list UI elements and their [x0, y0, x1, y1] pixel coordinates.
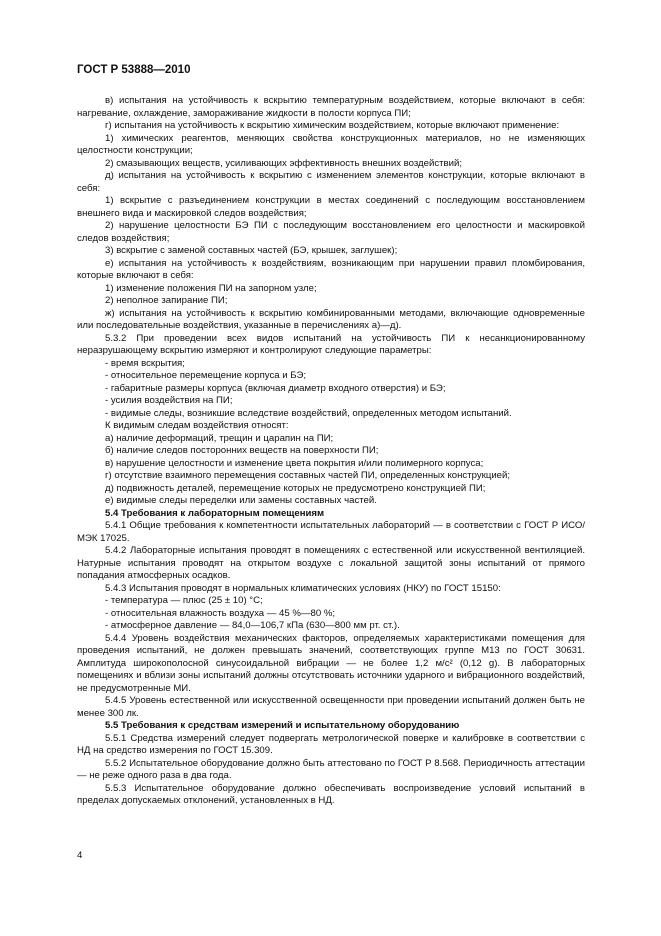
paragraph: ж) испытания на устойчивость к вскрытию комбинированными методами, включающие одновременные или последовательные воздействия, указанные в перечислениях а)—д). [77, 307, 585, 331]
paragraph: б) наличие следов посторонних веществ на поверхности ПИ; [105, 445, 379, 456]
page-number: 4 [77, 850, 83, 861]
paragraph: 5.4.4 Уровень воздействия механических факторов, определяемых характеристиками помещения для проведения испытаний, не должен превышать значений, соответствующих группе М13 по ГОСТ 30631. Амплитуда широкополосной синусоидальной вибрации — не более 1,2 м/с² (0,12 g). В лабораторных помещениях и вблизи зоны испытаний должны отсутствовать источники ударного и вибрационного воздействий, не предусмотренные МИ. [77, 632, 585, 694]
document-body [77, 95, 585, 808]
paragraph: е) видимые следы переделки или замены составных частей. [105, 495, 377, 506]
paragraph: г) испытания на устойчивость к вскрытию химическим воздействием, которые включают применение: [105, 120, 560, 131]
paragraph: 5.4.3 Испытания проводят в нормальных климатических условиях (НКУ) по ГОСТ 15150: [105, 582, 501, 594]
paragraph: - относительное перемещение корпуса и БЭ; [105, 370, 307, 381]
page-header: ГОСТ Р 53888—2010 [77, 64, 191, 76]
paragraph: 5.3.2 При проведении всех видов испытаний на устойчивость ПИ к несанкционированному неразрушающему вскрытию измеряют и контролируют следующие параметры: [77, 332, 585, 356]
paragraph: К видимым следам воздействия относят: [105, 420, 289, 431]
paragraph: д) подвижность деталей, перемещение которых не предусмотрено конструкцией ПИ; [105, 482, 486, 494]
paragraph: 1) химических реагентов, меняющих свойства конструкционных материалов, но не изменяющих целостности конструкции; [77, 132, 585, 156]
paragraph: д) испытания на устойчивость к вскрытию с изменением элементов конструкции, которые включают в себя: [77, 170, 585, 194]
paragraph: - относительная влажность воздуха — 45 %—80 %; [105, 607, 336, 619]
paragraph: в) нарушение целостности и изменение цвета покрытия и/или полимерного корпуса; [105, 457, 484, 469]
paragraph: 1) вскрытие с разъединением конструкции в местах соединений с последующим восстановлением внешнего вида и маскировкой следов воздействия; [77, 195, 585, 219]
paragraph: - атмосферное давление — 84,0—106,7 кПа (630—800 мм рт. ст.). [105, 620, 400, 631]
paragraph: 5.4.5 Уровень естественной или искусственной освещенности при проведении испытаний должен быть не менее 300 лк. [77, 695, 585, 719]
paragraph: 1) изменение положения ПИ на запорном узле; [105, 282, 317, 294]
paragraph: г) отсутствие взаимного перемещения составных частей ПИ, определенных конструкцией; [105, 470, 511, 481]
paragraph: - габаритные размеры корпуса (включая диаметр входного отверстия) и БЭ; [105, 382, 446, 394]
paragraph: в) испытания на устойчивость к вскрытию температурным воздействием, которые включают в себя: нагревание, охлаждение, замораживание жидкости в полости корпуса ПИ; [77, 95, 585, 119]
paragraph: 2) неполное запирание ПИ; [105, 295, 228, 306]
paragraph: е) испытания на устойчивость к воздействиям, возникающим при нарушении правил пломбирования, которые включают в себя: [77, 257, 585, 281]
paragraph: 5.5.3 Испытательное оборудование должно обеспечивать воспроизведение условий испытаний в пределах допускаемых отклонений, установленных в НД. [77, 782, 585, 806]
paragraph: - видимые следы, возникшие вследствие воздействий, определенных методом испытаний. [105, 407, 512, 419]
paragraph: 3) вскрытие с заменой составных частей (БЭ, крышек, заглушек); [105, 245, 398, 256]
paragraph: 2) смазывающих веществ, усиливающих эффективность внешних воздействий; [105, 157, 463, 169]
section-heading: 5.4 Требования к лабораторным помещениям [105, 507, 325, 519]
paragraph: - время вскрытия; [105, 357, 185, 369]
paragraph: - усилия воздействия на ПИ; [105, 395, 233, 406]
paragraph: - температура — плюс (25 ± 10) °С; [105, 595, 263, 606]
paragraph: 5.4.2 Лабораторные испытания проводят в помещениях с естественной или искусственной вентиляцией. Натурные испытания проводят на открытом воздухе с локальной защитой зоны испытаний от прямого попадания атмосферных осадков. [77, 545, 585, 581]
paragraph: а) наличие деформаций, трещин и царапин на ПИ; [105, 432, 334, 444]
paragraph: 5.4.1 Общие требования к компетентности испытательных лабораторий — в соответствии с ГОСТ Р ИСО/МЭК 17025. [77, 520, 585, 544]
section-heading: 5.5 Требования к средствам измерений и испытательному оборудованию [105, 720, 460, 731]
paragraph: 5.5.1 Средства измерений следует подвергать метрологической поверке и калибровке в соответствии с НД на средство измерения по ГОСТ 15.309. [77, 732, 585, 756]
paragraph: 2) нарушение целостности БЭ ПИ с последующим восстановлением его целостности и маскировкой следов воздействия; [77, 220, 585, 244]
paragraph: 5.5.2 Испытательное оборудование должно быть аттестовано по ГОСТ Р 8.568. Периодичность аттестации — не реже одного раза в два года. [77, 757, 585, 781]
